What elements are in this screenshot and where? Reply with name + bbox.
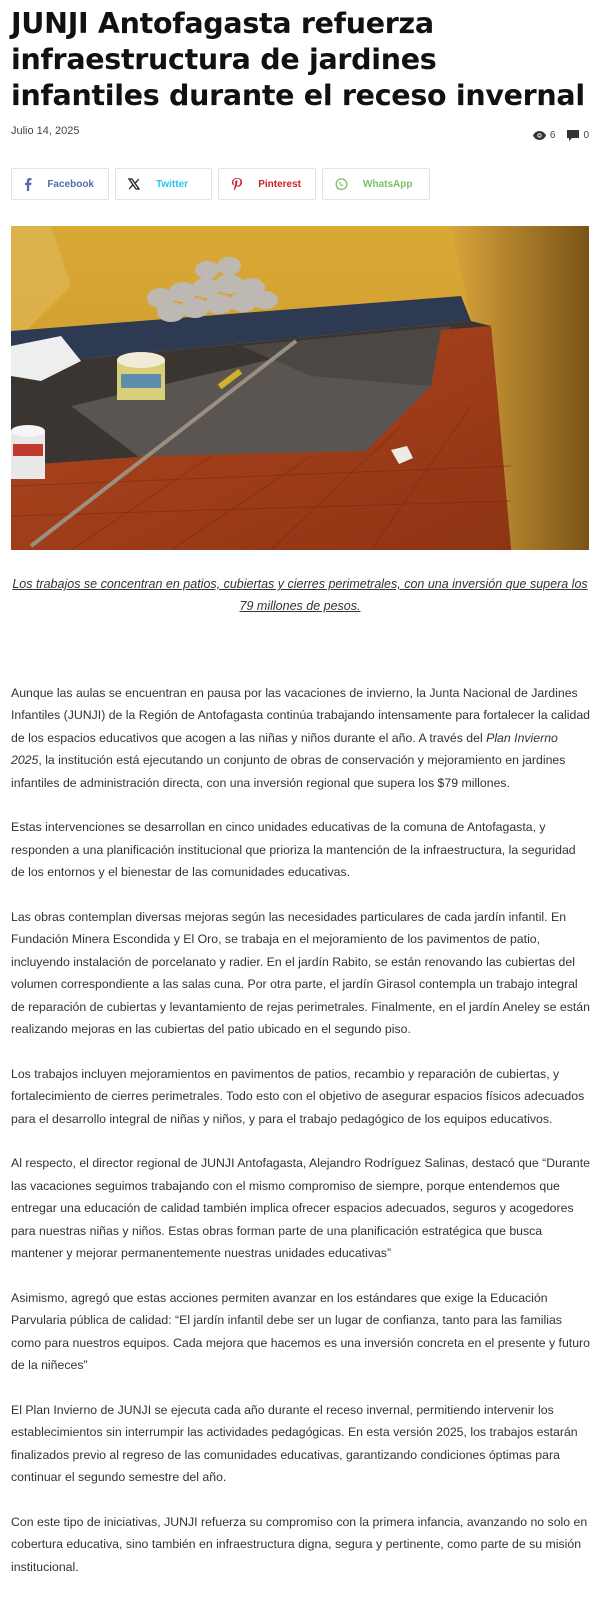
x-twitter-icon <box>116 178 152 190</box>
views-count: 6 <box>549 130 556 141</box>
publish-date: Julio 14, 2025 <box>11 125 80 137</box>
eye-icon <box>533 131 546 140</box>
article-body <box>11 682 591 1601</box>
article-photo <box>11 226 589 550</box>
facebook-icon <box>12 178 43 191</box>
paragraph-6: Asimismo, agregó que estas acciones permiten avanzar en los estándares que exige la Educación Parvularia pública de calidad: “El jardín infantil debe ser un lugar de confianza, tanto para las familias como para nuestros equipos. Cada mejora que hacemos es una inversión concreta en el presente y futuro de la niñeces” <box>11 1290 590 1373</box>
paragraph-8: Con este tipo de iniciativas, JUNJI refuerza su compromiso con la primera infancia, avanzando no solo en cobertura educativa, sino también en infraestructura digna, segura y pertinente, como parte de su misión institucional. <box>11 1514 588 1574</box>
share-buttons <box>11 168 430 200</box>
share-whatsapp-button[interactable] <box>322 168 430 200</box>
share-facebook-button[interactable] <box>11 168 109 200</box>
article-title: JUNJI Antofagasta refuerza infraestructura de jardines infantiles durante el receso invernal <box>11 7 585 112</box>
paragraph-2: Estas intervenciones se desarrollan en cinco unidades educativas de la comuna de Antofagasta, y responden a una planificación institucional que prioriza la mantención de la infraestructura, la seguridad de los entornos y el bienestar de las comunidades educativas. <box>11 820 576 880</box>
paragraph-4: Los trabajos incluyen mejoramientos en pavimentos de patios, recambio y reparación de cubiertas, y fortalecimiento de cierres perimetrales. Todo esto con el objetivo de asegurar espacios físicos adecuados para el desarrollo integral de niñas y niños, y para el trabajo pedagógico de los equipos educativos. <box>11 1066 585 1126</box>
comments-stat[interactable] <box>567 130 589 141</box>
paragraph-3: Las obras contemplan diversas mejoras según las necesidades particulares de cada jardín infantil. En Fundación Minera Escondida y El Oro, se trabaja en el mejoramiento de los pavimentos de patio, incluyendo instalación de porcelanato y radier. En el jardín Rabito, se están renovando las cubiertas del volumen correspondiente a las salas cuna. Por otra parte, el jardín Girasol contempla un trabajo integral de reparación de cubiertas y levantamiento de rejas perimetrales. Finalmente, en el jardín Aneley se están realizando mejoras en las cubiertas del patio ubicado en el segundo piso. <box>11 910 590 1037</box>
share-whatsapp-label: WhatsApp <box>363 178 413 190</box>
share-facebook-label: Facebook <box>47 178 94 190</box>
article-stats <box>533 130 589 141</box>
share-twitter-label: Twitter <box>156 178 189 190</box>
plan-invierno-emphasis: Plan Invierno 2025 <box>11 730 558 768</box>
paragraph-1: Aunque las aulas se encuentran en pausa por las vacaciones de invierno, la Junta Nacional de Jardines Infantiles (JUNJI) de la Región de Antofagasta continúa trabajando intensamente para fortalecer la calidad de los espacios educativos que acogen a las niñas y niños durante el año. A través del Plan Invierno 2025, la institución está ejecutando un conjunto de obras de conservación y mejoramiento en jardines infantiles de administración directa, con una inversión regional que supera los $79 millones. <box>11 686 590 790</box>
share-pinterest-label: Pinterest <box>258 178 301 190</box>
paragraph-7: El Plan Invierno de JUNJI se ejecuta cada año durante el receso invernal, permitiendo intervenir los establecimientos sin interrumpir las actividades pedagógicas. En esta versión 2025, los trabajos estarán finalizados previo al regreso de las comunidades educativas, garantizando condiciones óptimas para continuar el segundo semestre del año. <box>11 1402 578 1485</box>
comments-count: 0 <box>583 130 589 141</box>
share-twitter-button[interactable] <box>115 168 212 200</box>
views-stat <box>533 130 556 141</box>
whatsapp-icon <box>323 178 359 191</box>
share-pinterest-button[interactable] <box>218 168 316 200</box>
paragraph-5: Al respecto, el director regional de JUNJI Antofagasta, Alejandro Rodríguez Salinas, destacó que “Durante las vacaciones seguimos trabajando con el mismo compromiso de siempre, porque entendemos que entregar una educación de calidad también implica ofrecer espacios adecuados, seguros y acogedores para nuestras niñas y niños. Estas obras forman parte de una planificación estratégica que busca mantener y mejorar permanentemente nuestras unidades educativas” <box>11 1156 590 1261</box>
pinterest-icon <box>219 178 254 191</box>
comment-icon <box>567 130 579 141</box>
photo-caption: Los trabajos se concentran en patios, cubiertas y cierres perimetrales, con una inversión que supera los 79 millones de pesos. <box>12 577 588 613</box>
